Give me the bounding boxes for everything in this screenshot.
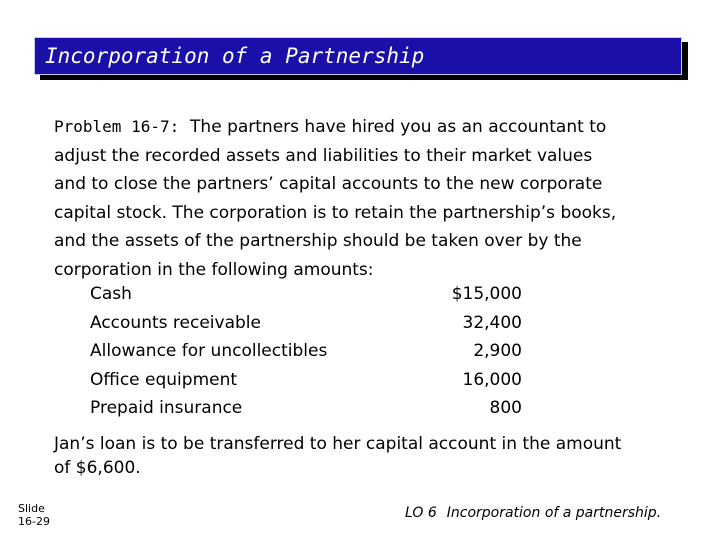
asset-row [90,337,530,366]
problem-line-1-text: The partners have hired you as an accountant to [190,117,607,137]
problem-line-2: adjust the recorded assets and liabilities to their market values [54,145,593,166]
asset-name: Cash [90,284,132,304]
problem-line-4: capital stock. The corporation is to retain the partnership’s books, [54,202,617,223]
lo-text: Incorporation of a partnership. [446,505,662,521]
asset-amount: 32,400 [462,312,522,333]
asset-name: Office equipment [90,369,238,390]
asset-amount: 800 [489,398,522,419]
problem-label: Problem 16-7: [54,117,180,136]
learning-objective [405,505,661,521]
problem-line-5: and the assets of the partnership should be taken over by the [54,231,582,252]
asset-name: Prepaid insurance [90,398,243,419]
slide-label: Slide [18,502,45,515]
problem-line-3: and to close the partners’ capital accounts to the new corporate [54,174,603,195]
asset-row [90,280,530,309]
asset-name: Allowance for uncollectibles [90,341,328,362]
problem-line-6: corporation in the following amounts: [54,259,374,280]
loan-note [54,432,621,480]
loan-note-line-1: Jan’s loan is to be transferred to her capital account in the amount [54,434,622,454]
lo-tag: LO 6 [405,505,437,521]
problem-line-1 [54,113,684,142]
asset-row [90,309,530,338]
asset-amount: 2,900 [473,341,522,362]
asset-row [90,366,530,395]
loan-note-line-2: of $6,600. [54,458,141,478]
slide-number [18,502,50,528]
asset-row [90,394,530,423]
title-bar [34,37,682,75]
page-title: Incorporation of a Partnership [45,44,425,68]
asset-amount: 16,000 [462,369,522,390]
asset-name: Accounts receivable [90,312,261,333]
asset-list [90,280,530,423]
slide-number-value: 16-29 [18,515,50,528]
problem-text [54,113,684,285]
asset-amount: $15,000 [451,284,522,304]
